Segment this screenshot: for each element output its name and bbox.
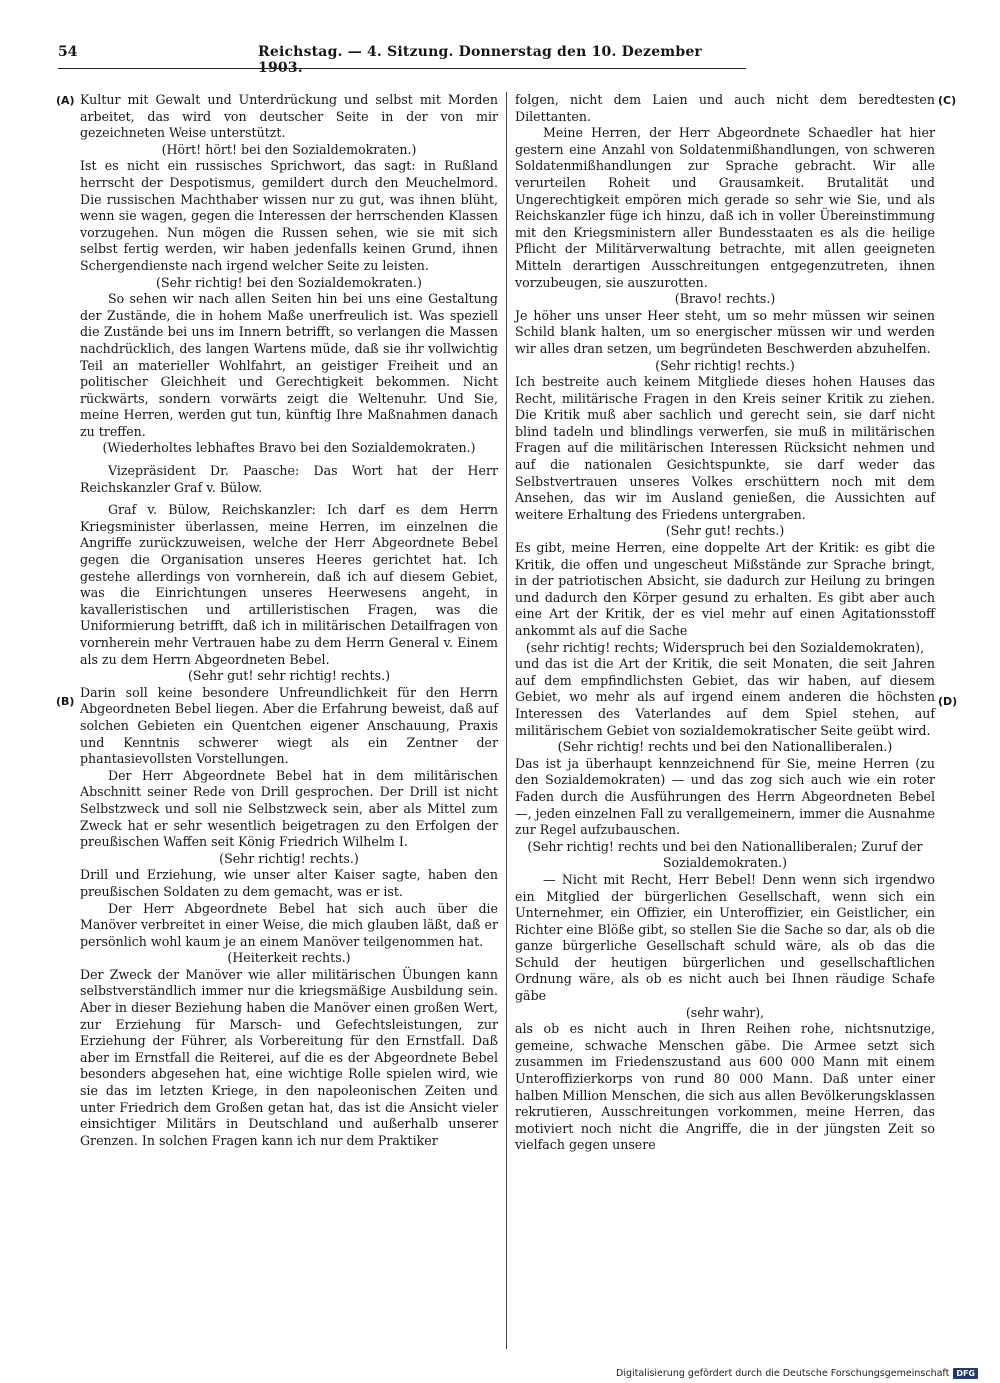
paragraph: Der Herr Abgeordnete Bebel hat sich auch über die Manöver verbreitet in einer Weise, die mich glauben läßt, daß er persönlich wohl kaum je an einem Manöver teilgenommen hat. (80, 900, 498, 949)
dfg-logo-icon: DFG (953, 1368, 978, 1379)
paragraph: Der Herr Abgeordnete Bebel hat in dem militärischen Abschnitt seiner Rede von Drill gesprochen. Der Drill ist nicht Selbstzweck und soll nie Selbstzweck sein, aber als Mittel zum Zweck hat er sehr wesentlich beigetragen zu den Erfolgen der preußischen Waffen seit König Friedrich Wilhelm I. (80, 767, 498, 850)
margin-mark-a: (A) (56, 94, 75, 107)
interjection: (Sehr richtig! rechts.) (219, 850, 359, 866)
interjection: (Sehr richtig! bei den Sozialdemokraten.) (156, 274, 422, 290)
paragraph: Es gibt, meine Herren, eine doppelte Art der Kritik: es gibt die Kritik, die offen und ungescheut Mißstände zur Sprache bringt, in der patriotischen Absicht, sie dadurch zur Heilung zu bringen und dadurch den Körper gesund zu erhalten. Es gibt aber auch eine Art der Kritik, der es viel mehr auf einen Agitationsstoff ankommt als auf die Sache (515, 540, 935, 638)
paragraph: Meine Herren, der Herr Abgeordnete Schaedler hat hier gestern eine Anzahl von Soldatenmißhandlungen, von schweren Soldatenmißhandlungen zur Sprache gebracht. Wir alle verurteilen Roheit und Grausamkeit. Brutalität und Ungerechtigkeit empören mich gerade so sehr wie Sie, und als Reichskanzler füge ich hinzu, daß ich in voller Übereinstimmung mit den Kriegsministern aller Bundesstaaten es als die heilige Pflicht der Militärverwaltung betrachte, mit allen geeigneten Mitteln derartigen Ausschreitungen entgegenzutreten, ihnen vorzubeugen, sie auszurotten. (515, 125, 935, 290)
left-column (80, 92, 498, 1149)
interjection: (sehr wahr), (685, 1004, 765, 1020)
running-head: Reichstag. — 4. Sitzung. Donnerstag den 10. Dezember 1903. (258, 44, 702, 76)
interjection: (Sehr richtig! rechts und bei den Nationalliberalen; Zuruf der Sozialdemokraten.) (527, 838, 923, 871)
interjection: (Wiederholtes lebhaftes Bravo bei den Sozialdemokraten.) (102, 440, 476, 456)
margin-mark-d: (D) (938, 695, 958, 708)
paragraph: — Nicht mit Recht, Herr Bebel! Denn wenn sich irgendwo ein Mitglied der bürgerlichen Gesellschaft, wenn sich ein Unternehmer, ein Offizier, ein Unteroffizier, ein Geistlicher, ein Richter eine Blöße gibt, so stellen Sie die Sache so dar, als ob die ganze bürgerliche Gesellschaft schuld wäre, als ob das die Schuld der heutigen bürgerlichen und gesellschaftlichen Ordnung wäre, als ob es nicht auch bei Ihnen räudige Schafe gäbe (515, 871, 935, 1004)
speaker-paragraph: Graf v. Bülow, Reichskanzler: Ich darf es dem Herrn Kriegsminister überlassen, meine Herren, im einzelnen die Angriffe zurückzuweisen, welche der Herr Abgeordnete Bebel gegen die Organisation unseres Heeres gerichtet hat. Ich gestehe allerdings von vornherein, daß ich auf diesem Gebiet, was die Einrichtungen unseres Heerwesens angeht, in kavalleristischen und artilleristischen Fragen, was die Uniformierung betrifft, daß ich in militärischen Detailfragen von vornherein mehr Vertrauen habe zu dem Herrn General v. Einem als zu dem Herrn Abgeordneten Bebel. (80, 502, 498, 667)
page-number: 54 (58, 44, 78, 60)
paragraph: Das ist ja überhaupt kennzeichnend für Sie, meine Herren (zu den Sozialdemokraten) — und das zog sich auch wie ein roter Faden durch die Ausführungen des Herrn Abgeordneten Bebel —, jeden einzelnen Fall zu verallgemeinern, immer die Ausnahme zur Regel aufzubauschen. (515, 755, 935, 838)
paragraph: Ich bestreite auch keinem Mitgliede dieses hohen Hauses das Recht, militärische Fragen in den Kreis seiner Kritik zu ziehen. Die Kritik muß aber sachlich und gerecht sein, sie darf nicht blind tadeln und blindlings verwerfen, sie muß in militärischen Fragen auf die militärischen Interessen Rücksicht nehmen und auf die nationalen Gesichtspunkte, sie darf weder das Selbstvertrauen unseres Volkes erschüttern noch mit dem Ansehen, das wir im Ausland genießen, die Aussichten auf weitere Erhaltung des Friedens untergraben. (515, 374, 935, 522)
paragraph: Darin soll keine besondere Unfreundlichkeit für den Herrn Abgeordneten Bebel liegen. Aber die Erfahrung beweist, daß auf solchen Gebieten ein Quentchen eigener Anschauung, Praxis und Kenntnis schwerer wiegt als ein Zentner der phantasievollsten Vorstellungen. (80, 684, 498, 767)
page-header (58, 44, 746, 76)
interjection: (Hört! hört! bei den Sozialdemokraten.) (161, 141, 417, 157)
footer-text: Digitalisierung gefördert durch die Deutsche Forschungsgemeinschaft (616, 1368, 950, 1379)
margin-mark-b: (B) (56, 695, 75, 708)
right-column (515, 92, 935, 1154)
interjection: (Sehr gut! sehr richtig! rechts.) (188, 668, 390, 684)
paragraph: Kultur mit Gewalt und Unterdrückung und selbst mit Morden arbeitet, das wird von deutscher Seite in der von mir gezeichneten Weise unterstützt. (80, 92, 498, 141)
interjection: (Sehr richtig! rechts und bei den Nationalliberalen.) (557, 739, 893, 755)
paragraph: Ist es nicht ein russisches Sprichwort, das sagt: in Rußland herrscht der Despotismus, gemildert durch den Meuchelmord. Die russischen Machthaber wissen nur zu gut, was ihnen blüht, wenn sie wagen, gegen die Interessen der herrschenden Klassen vorzugehen. Nun mögen die Russen sehen, wie sie mit sich selbst fertig werden, wir haben jedenfalls keinen Grund, ihnen Schergendienste nach irgend welcher Seite zu leisten. (80, 158, 498, 273)
paragraph: folgen, nicht dem Laien und auch nicht dem beredtesten Dilettanten. (515, 92, 935, 124)
paragraph: Je höher uns unser Heer steht, um so mehr müssen wir seinen Schild blank halten, um so energischer müssen wir und werden wir alles dran setzen, um begründeten Beschwerden abzuhelfen. (515, 307, 935, 356)
interjection: (Heiterkeit rechts.) (227, 950, 351, 966)
paragraph: Der Zweck der Manöver wie aller militärischen Übungen kann selbstverständlich immer nur die kriegsmäßige Ausbildung sein. Aber in dieser Beziehung haben die Manöver einen großen Wert, zur Erziehung für Marsch- und Gefechtsleistungen, zur Erziehung der Führer, als Vorbereitung für den Ernstfall. Daß aber im Ernstfall die Reiterei, auf die es der Abgeordnete Bebel besonders abgesehen hat, eine wichtige Rolle spielen wird, wie sie das im letzten Kriege, in den napoleonischen Zeiten und unter Friedrich dem Großen getan hat, das ist die Ansicht vieler einsichtiger Militärs in Deutschland und außerhalb unserer Grenzen. In solchen Fragen kann ich nur dem Praktiker (80, 966, 498, 1148)
paragraph: und das ist die Art der Kritik, die seit Monaten, die seit Jahren auf dem empfindlichsten Gebiet, das wir haben, auf diesem Gebiet, wo mehr als auf irgend einem anderen die höchsten Interessen des Vaterlandes auf dem Spiel stehen, auf militärischem Gebiet von sozialdemokratischer Seite geübt wird. (515, 656, 935, 738)
paragraph: So sehen wir nach allen Seiten hin bei uns eine Gestaltung der Zustände, die in hohem Maße unerfreulich ist. Was speziell die Zustände bei uns im Innern betrifft, so verlangen die Massen nachdrücklich, des langen Wartens müde, daß sie ihr vollwichtig Teil an materieller Wohlfahrt, an geistiger Freiheit und an politischer Gleichheit und Gerechtigkeit bekommen. Nicht rückwärts, sondern vorwärts zeigt die Weltenuhr. Und Sie, meine Herren, werden gut tun, künftig Ihre Maßnahmen danach zu treffen. (80, 291, 498, 439)
margin-mark-c: (C) (938, 94, 957, 107)
speaker-paragraph: Vizepräsident Dr. Paasche: Das Wort hat der Herr Reichskanzler Graf v. Bülow. (80, 463, 498, 495)
header-rule (58, 68, 746, 69)
interjection: (Sehr gut! rechts.) (665, 523, 785, 539)
paragraph: Drill und Erziehung, wie unser alter Kaiser sagte, haben den preußischen Soldaten zu dem gemacht, was er ist. (80, 867, 498, 899)
interjection: (Bravo! rechts.) (674, 291, 776, 307)
footer (616, 1368, 978, 1379)
column-divider (506, 92, 507, 1349)
paragraph: als ob es nicht auch in Ihren Reihen rohe, nichtsnutzige, gemeine, schwache Menschen gäbe. Die Armee setzt sich zusammen im Friedenszustand aus 600 000 Mann mit einem Unteroffizierkorps von rund 80 000 Mann. Daß unter einer halben Million Menschen, die sich aus allen Bevölkerungsklassen rekrutieren, Ausschreitungen vorkommen, meine Herren, das motiviert noch nicht die Angriffe, die in der jüngsten Zeit so vielfach gegen unsere (515, 1021, 935, 1153)
interjection: (Sehr richtig! rechts.) (655, 357, 795, 373)
interjection: (sehr richtig! rechts; Widerspruch bei den Sozialdemokraten), (525, 639, 925, 655)
